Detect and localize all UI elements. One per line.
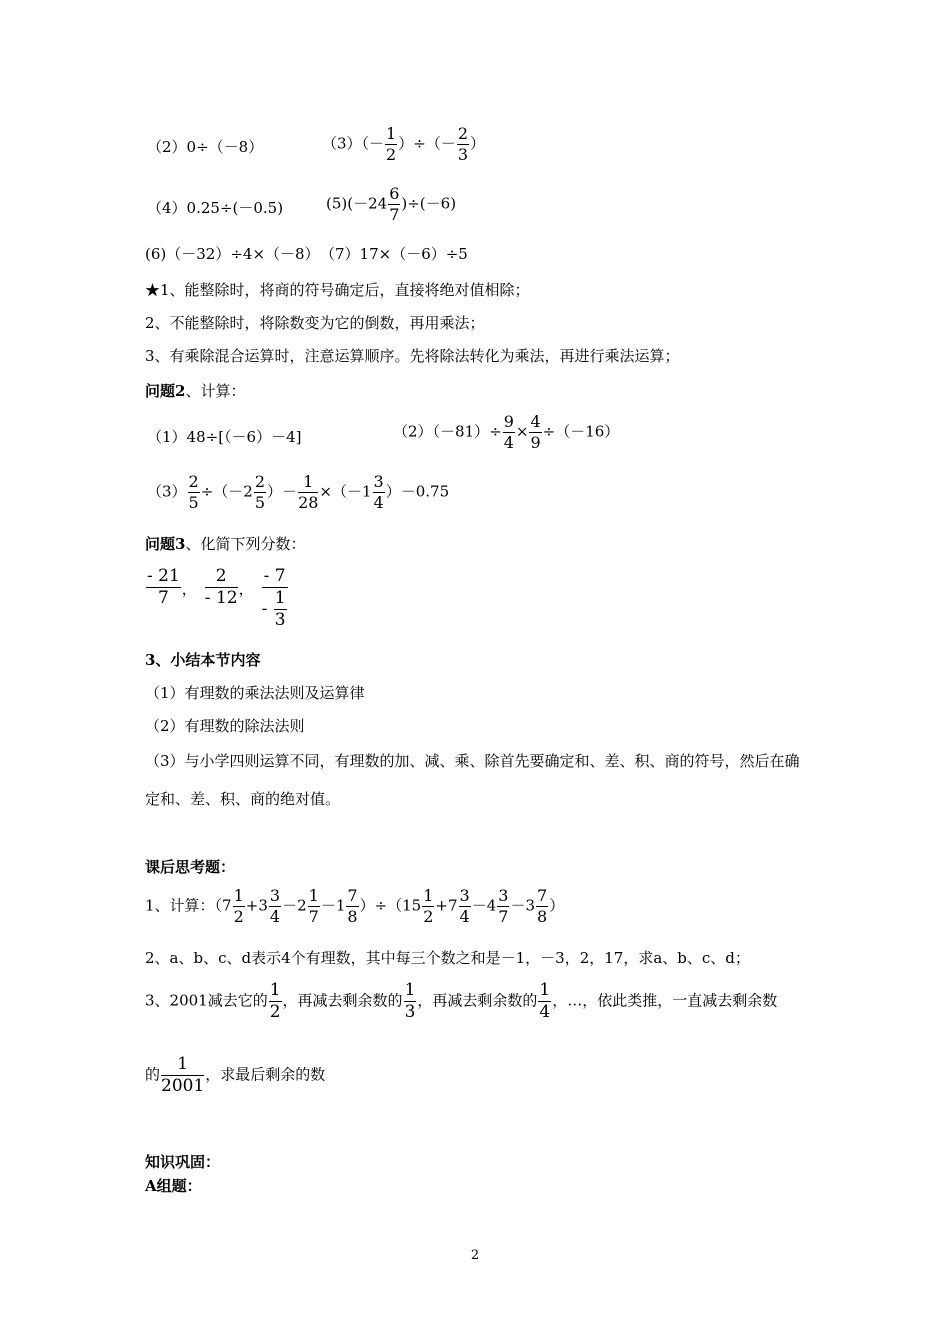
complex-fraction: - 7 - $\frac{1}{3}$: [261, 566, 286, 630]
fraction: $\frac{1}{2}$: [386, 124, 397, 164]
fraction: $\frac{2}{3}$: [457, 124, 468, 164]
fraction: $\frac{9}{4}$: [503, 412, 514, 452]
page-number: 2: [470, 1248, 480, 1263]
summary-title: 3、小结本节内容: [145, 651, 261, 669]
homework-1: 1、计算：（7 $\frac{1}{2}$ +3 $\frac{3}{4}$ －2 $\frac{1}{7}$ －1 $\frac{7}{8}$ ）÷（15 $\frac{1}{2}$ +7 $\frac{3}{4}$ －4 $\frac{3}{7}$ －3 $\frac{7}{8}$ ）: [145, 886, 565, 926]
problem-3-heading: 问题3、化简下列分数：: [145, 535, 306, 553]
problem-2-part-3: （3） $\frac{2}{5}$ ÷（－2 $\frac{2}{5}$ ）－ $\frac{1}{28}$ ×（－1 $\frac{3}{4}$ ）－0.75: [147, 472, 450, 512]
exercise-5: (5)(－24 $\frac{6}{7}$ )÷(－6): [326, 184, 457, 224]
fraction: $\frac{4}{9}$: [530, 412, 541, 452]
text: ）: [470, 134, 486, 153]
fraction: $\frac{7}{8}$: [347, 886, 358, 926]
fraction: $\frac{1}{7}$: [308, 886, 319, 926]
consolidate-title: 知识巩固：: [145, 1153, 221, 1171]
fraction: $\frac{7}{8}$: [537, 886, 548, 926]
problem-2-part-1: （1）48÷[（－6）－4]: [147, 428, 302, 446]
problem-2-heading: 问题2、计算：: [145, 382, 246, 400]
fraction: $\frac{2}{5}$: [254, 472, 266, 512]
text: （3）（－: [322, 134, 385, 153]
group-a-title: A组题：: [145, 1177, 202, 1195]
fraction: $\frac{- 21}{7}$: [147, 566, 180, 608]
summary-item-1: （1）有理数的乘法法则及运算律: [145, 684, 365, 702]
summary-item-2: （2）有理数的除法法则: [145, 717, 305, 735]
exercise-4: （4）0.25÷(－0.5): [147, 199, 284, 217]
problem-3-fractions: $\frac{- 21}{7}$ ， $\frac{2}{- 12}$ ， - 7 - $\frac{1}{3}$: [147, 566, 286, 630]
tip-3: 3、有乘除混合运算时，注意运算顺序。先将除法转化为乘法，再进行乘法运算；: [145, 347, 680, 365]
fraction: $\frac{1}{2}$: [423, 886, 434, 926]
homework-2: 2、a、b、c、d表示4个有理数，其中每三个数之和是－1，－3，2，17，求a、b、c、d；: [145, 949, 750, 967]
homework-title: 课后思考题：: [145, 858, 236, 876]
fraction: $\frac{1}{2001}$: [161, 1054, 205, 1096]
fraction: $\frac{1}{2}$: [233, 886, 244, 926]
summary-item-3-line-2: 定和、差、积、商的绝对值。: [145, 790, 341, 808]
fraction: $\frac{1}{3}$: [404, 980, 416, 1022]
fraction: $\frac{3}{4}$: [373, 472, 384, 512]
problem-2-part-2: （2）（－81）÷ $\frac{9}{4}$ × $\frac{4}{9}$ ÷（－16）: [393, 412, 620, 452]
homework-3: 3、2001减去它的 $\frac{1}{2}$ ，再减去剩余数的 $\frac{1}{3}$ ，再减去剩余数的 $\frac{1}{4}$ ，…，依此类推，一直减去剩余数: [145, 980, 778, 1022]
tip-1: ★1、能整除时，将商的符号确定后，直接将绝对值相除；: [145, 281, 530, 299]
exercise-7: （7）17×（－6）÷5: [320, 245, 468, 263]
exercise-6: (6)（－32）÷4×（－8）: [145, 245, 320, 263]
fraction: $\frac{2}{5}$: [188, 472, 199, 512]
fraction: $\frac{3}{4}$: [269, 886, 281, 926]
summary-item-3-line-1: （3）与小学四则运算不同，有理数的加、减、乘、除首先要确定和、差、积、商的符号，然后在确: [145, 752, 800, 770]
text: ）÷（－: [398, 134, 456, 153]
fraction: $\frac{1}{28}$: [298, 472, 319, 512]
fraction: $\frac{1}{2}$: [269, 980, 281, 1022]
homework-3-continued: 的 $\frac{1}{2001}$ ，求最后剩余的数: [145, 1054, 326, 1096]
fraction: $\frac{1}{3}$: [274, 588, 286, 630]
fraction: $\frac{3}{4}$: [459, 886, 470, 926]
fraction: $\frac{3}{7}$: [498, 886, 509, 926]
exercise-2: （2）0÷（－8）: [147, 138, 264, 156]
tip-2: 2、不能整除时，将除数变为它的倒数，再用乘法；: [145, 314, 485, 332]
exercise-3: [322, 126, 485, 163]
fraction: $\frac{2}{- 12}$: [204, 566, 238, 608]
fraction: $\frac{6}{7}$: [389, 184, 400, 224]
fraction: $\frac{1}{4}$: [539, 980, 551, 1022]
